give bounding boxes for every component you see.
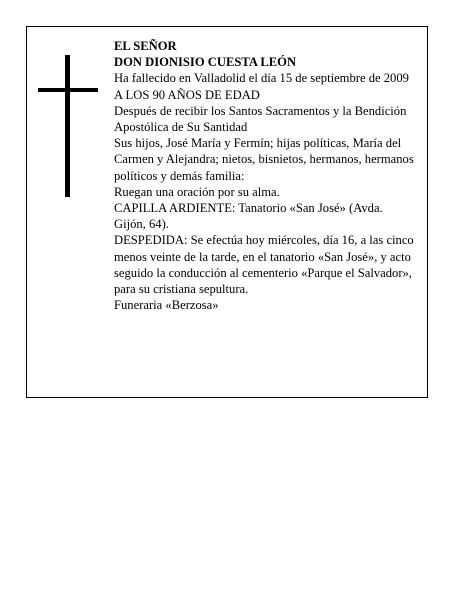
cross-vertical-bar: [65, 55, 70, 197]
death-statement: Ha fallecido en Valladolid el día 15 de septiembre de 2009: [114, 71, 409, 86]
sacraments-statement: Después de recibir los Santos Sacramentos y la Bendición Apostólica de Su Santidad: [114, 103, 407, 135]
chapel-info: CAPILLA ARDIENTE: Tanatorio «San José» (Avda. Gijón, 64).: [114, 201, 383, 232]
cross-horizontal-bar: [38, 88, 98, 92]
notice-title: EL SEÑOR: [114, 39, 177, 53]
prayer-request: Ruegan una oración por su alma.: [114, 184, 280, 199]
notice-text: [114, 38, 414, 313]
family-statement: Sus hijos, José María y Fermín; hijas políticas, María del Carmen y Alejandra; nietos, bisnietos, hermanos, hermanos políticos y demás familia:: [114, 136, 414, 183]
deceased-name: DON DIONISIO CUESTA LEÓN: [114, 55, 297, 70]
funeral-home: Funeraria «Berzosa»: [114, 298, 219, 313]
age-statement: A LOS 90 AÑOS DE EDAD: [114, 87, 260, 102]
cross-icon: [38, 55, 98, 197]
farewell-info: DESPEDIDA: Se efectúa hoy miércoles, día 16, a las cinco menos veinte de la tarde, en el tanatorio «San José», y acto seguido la conducción al cementerio «Parque el Salvador», para su cristiana sepultura.: [114, 233, 414, 297]
